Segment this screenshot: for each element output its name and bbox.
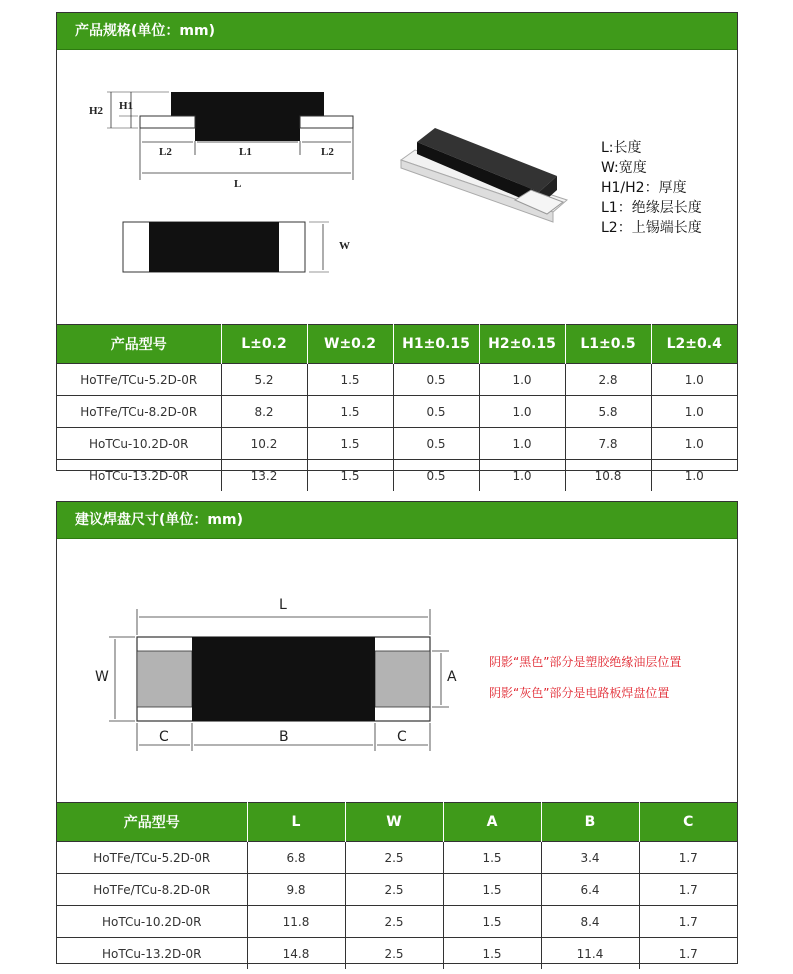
cell: HoTFe/TCu-5.2D-0R: [57, 364, 221, 396]
l2-right-label: L2: [321, 146, 334, 158]
l2-left-label: L2: [159, 146, 172, 158]
cell: HoTCu-10.2D-0R: [57, 906, 247, 938]
cell: 13.2: [221, 460, 307, 492]
cell: 1.0: [479, 460, 565, 492]
component-3d-illustration: [401, 128, 567, 222]
l1-label: L1: [239, 146, 252, 158]
cell: 14.8: [247, 938, 345, 970]
right-pad-gray: [375, 651, 430, 707]
cell: HoTFe/TCu-8.2D-0R: [57, 874, 247, 906]
cell: 9.8: [247, 874, 345, 906]
cell: HoTCu-13.2D-0R: [57, 460, 221, 492]
h1-label: H1: [119, 100, 134, 112]
col-header: 产品型号: [57, 325, 221, 364]
cell: 10.2: [221, 428, 307, 460]
side-left-cap: [140, 116, 195, 128]
left-pad-gray: [137, 651, 192, 707]
col-header: H1±0.15: [393, 325, 479, 364]
cell: 6.8: [247, 842, 345, 874]
legend-item: W:宽度: [601, 160, 647, 176]
cell: HoTCu-10.2D-0R: [57, 428, 221, 460]
pad-b-label: B: [279, 729, 289, 745]
col-header: L: [247, 803, 345, 842]
pad-w-label: W: [95, 669, 109, 685]
pad-a-label: A: [447, 669, 457, 685]
cell: HoTCu-13.2D-0R: [57, 938, 247, 970]
cell: 1.0: [651, 396, 737, 428]
pad-l-label: L: [279, 597, 287, 613]
pad-c-left-label: C: [159, 729, 169, 745]
product-spec-table: [57, 324, 737, 491]
cell: 1.5: [443, 874, 541, 906]
cell: 1.0: [651, 428, 737, 460]
legend-item: H1/H2：厚度: [601, 180, 687, 196]
cell: 1.5: [443, 938, 541, 970]
table-row: [57, 842, 737, 874]
w-label: W: [339, 240, 350, 252]
pad-c-right-label: C: [397, 729, 407, 745]
cell: 10.8: [565, 460, 651, 492]
col-header: H2±0.15: [479, 325, 565, 364]
cell: 1.0: [651, 460, 737, 492]
side-right-cap: [300, 116, 353, 128]
cell: 1.5: [443, 906, 541, 938]
cell: HoTFe/TCu-5.2D-0R: [57, 842, 247, 874]
cell: HoTFe/TCu-8.2D-0R: [57, 396, 221, 428]
cell: 0.5: [393, 364, 479, 396]
cell: 3.4: [541, 842, 639, 874]
pad-drawing: [57, 539, 737, 802]
cell: 0.5: [393, 460, 479, 492]
cell: 7.8: [565, 428, 651, 460]
table-row: [57, 428, 737, 460]
legend-item: L1：绝缘层长度: [601, 200, 702, 216]
cell: 1.7: [639, 938, 737, 970]
cell: 2.5: [345, 906, 443, 938]
pad-size-table: [57, 802, 737, 969]
cell: 5.8: [565, 396, 651, 428]
cell: 2.8: [565, 364, 651, 396]
cell: 1.0: [479, 428, 565, 460]
col-header: L2±0.4: [651, 325, 737, 364]
cell: 1.5: [307, 396, 393, 428]
table-row: [57, 938, 737, 970]
pad-size-diagram: [57, 539, 737, 802]
table-row: [57, 906, 737, 938]
cell: 1.5: [307, 460, 393, 492]
cell: 2.5: [345, 842, 443, 874]
top-view-insulation: [149, 222, 279, 272]
cell: 1.5: [307, 428, 393, 460]
legend-item: L2：上锡端长度: [601, 220, 702, 236]
col-header: C: [639, 803, 737, 842]
cell: 1.5: [307, 364, 393, 396]
table-row: [57, 396, 737, 428]
cell: 11.8: [247, 906, 345, 938]
cell: 8.4: [541, 906, 639, 938]
col-header: A: [443, 803, 541, 842]
black-area-note: 阴影“黑色”部分是塑胶绝缘油层位置: [489, 655, 682, 669]
side-core-body: [195, 127, 300, 141]
cell: 8.2: [221, 396, 307, 428]
col-header: L±0.2: [221, 325, 307, 364]
product-spec-diagram: [57, 50, 737, 324]
pad-size-section: [56, 501, 738, 964]
product-spec-section: [56, 12, 738, 483]
l-label: L: [234, 178, 242, 190]
cell: 2.5: [345, 874, 443, 906]
dimension-legend: [601, 138, 702, 238]
legend-item: L:长度: [601, 140, 642, 156]
insulation-body-black: [192, 637, 375, 721]
cell: 1.0: [479, 364, 565, 396]
table-row: [57, 364, 737, 396]
cell: 1.0: [479, 396, 565, 428]
cell: 1.7: [639, 874, 737, 906]
table-header-row: [57, 325, 737, 364]
cell: 2.5: [345, 938, 443, 970]
table-header-row: [57, 803, 737, 842]
cell: 0.5: [393, 428, 479, 460]
cell: 5.2: [221, 364, 307, 396]
cell: 11.4: [541, 938, 639, 970]
col-header: 产品型号: [57, 803, 247, 842]
cell: 1.7: [639, 842, 737, 874]
col-header: W: [345, 803, 443, 842]
col-header: B: [541, 803, 639, 842]
h2-label: H2: [89, 105, 104, 117]
product-spec-title: 产品规格(单位：mm): [57, 13, 737, 50]
cell: 1.0: [651, 364, 737, 396]
table-row: [57, 874, 737, 906]
pad-size-title: 建议焊盘尺寸(单位：mm): [57, 502, 737, 539]
table-row: [57, 460, 737, 492]
col-header: L1±0.5: [565, 325, 651, 364]
col-header: W±0.2: [307, 325, 393, 364]
cell: 6.4: [541, 874, 639, 906]
gray-area-note: 阴影“灰色”部分是电路板焊盘位置: [489, 686, 670, 700]
cell: 1.7: [639, 906, 737, 938]
cell: 1.5: [443, 842, 541, 874]
cell: 0.5: [393, 396, 479, 428]
